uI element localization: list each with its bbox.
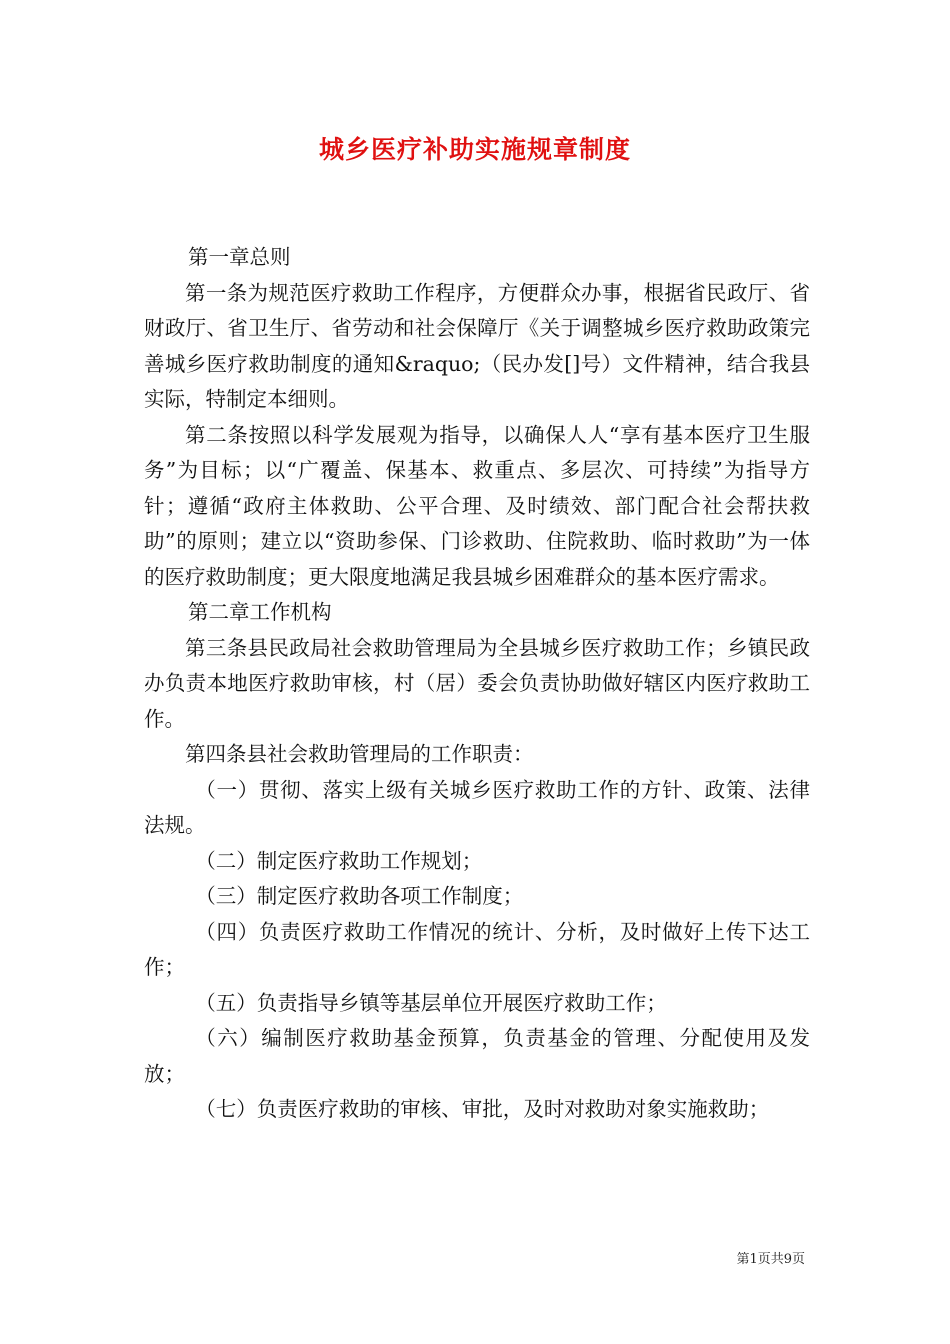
article-paragraph: 第二条按照以科学发展观为指导，以确保人人“享有基本医疗卫生服务”为目标；以“广覆盖、保基本、救重点、多层次、可持续”为指导方针；遵循“政府主体救助、公平合理、及时绩效、部门配合社会帮扶救助”的原则；建立以“资助参保、门诊救助、住院救助、临时救助”为一体的医疗救助制度；更大限度地满足我县城乡困难群众的基本医疗需求。 bbox=[144, 422, 810, 589]
article-paragraph: 第三条县民政局社会救助管理局为全县城乡医疗救助工作；乡镇民政办负责本地医疗救助审核，村（居）委会负责协助做好辖区内医疗救助工作。 bbox=[144, 635, 810, 731]
duty-item: （七）负责医疗救助的审核、审批，及时对救助对象实施救助； bbox=[195, 1097, 770, 1121]
duty-item: （二）制定医疗救助工作规划； bbox=[195, 848, 483, 873]
duty-item: （三）制定医疗救助各项工作制度； bbox=[195, 884, 524, 908]
duty-item: （六）编制医疗救助基金预算，负责基金的管理、分配使用及发放； bbox=[144, 1026, 810, 1086]
duty-item: （四）负责医疗救助工作情况的统计、分析，及时做好上传下达工作； bbox=[144, 919, 810, 979]
page-number: 第1页共9页 bbox=[736, 1252, 805, 1267]
article-paragraph: 第一条为规范医疗救助工作程序，方便群众办事，根据省民政厅、省财政厅、省卫生厅、省劳动和社会保障厅《关于调整城乡医疗救助政策完善城乡医疗救助制度的通知&raquo;（民办发[]号）文件精神，结合我县实际，特制定本细则。 bbox=[144, 280, 810, 411]
duty-item: （一）贯彻、落实上级有关城乡医疗救助工作的方针、政策、法律法规。 bbox=[144, 777, 810, 837]
document-body bbox=[144, 240, 810, 1128]
article-paragraph: 第四条县社会救助管理局的工作职责： bbox=[185, 742, 534, 766]
chapter-heading: 第二章工作机构 bbox=[188, 600, 332, 624]
chapter-heading: 第一章总则 bbox=[188, 245, 291, 269]
duty-item: （五）负责指导乡镇等基层单位开展医疗救助工作； bbox=[195, 990, 667, 1015]
document-title: 城乡医疗补助实施规章制度 bbox=[318, 135, 631, 164]
